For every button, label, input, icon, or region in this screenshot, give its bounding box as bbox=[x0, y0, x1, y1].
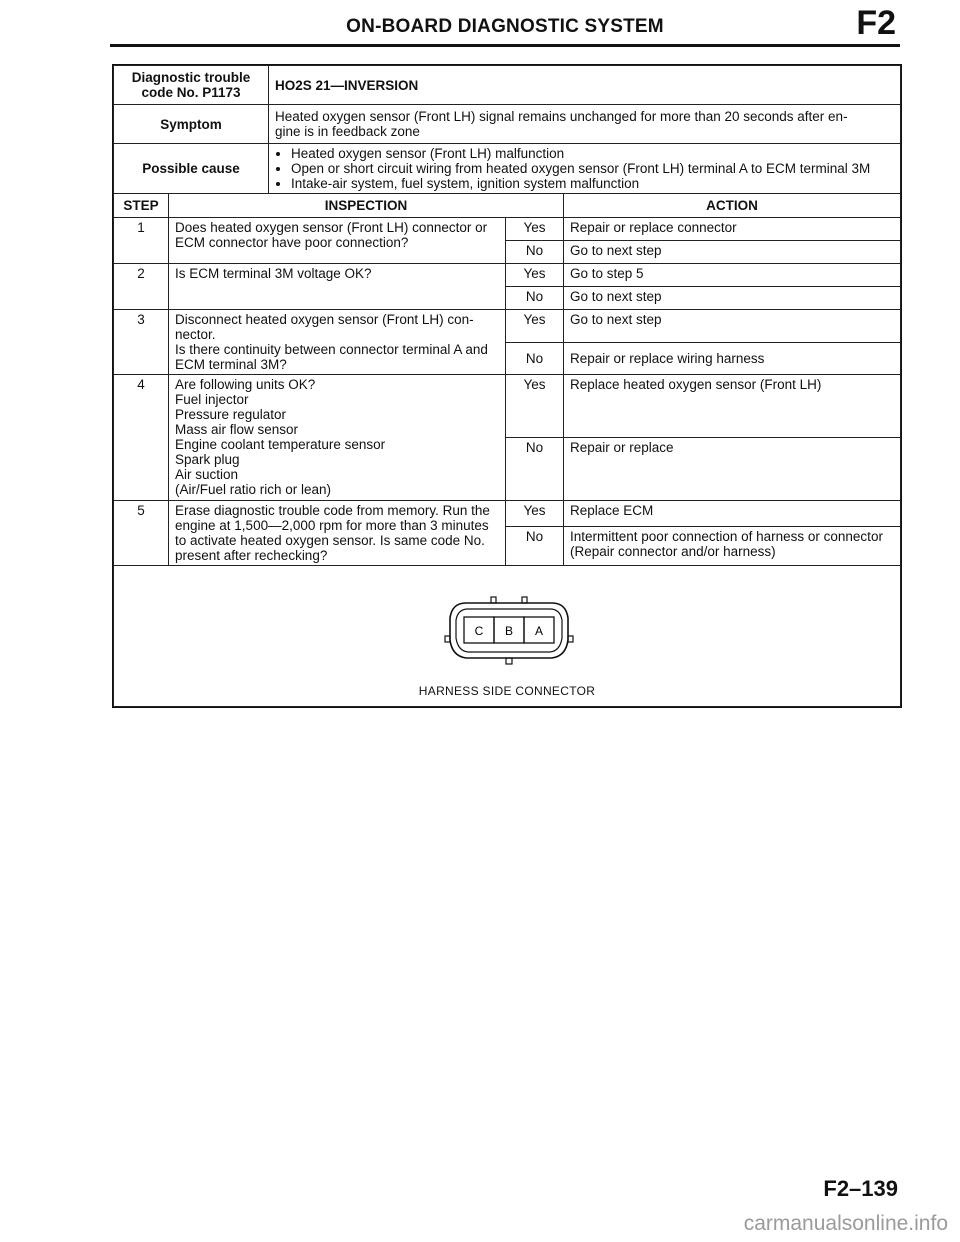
yes-label: Yes bbox=[506, 218, 564, 241]
connector-diagram-cell bbox=[114, 566, 901, 707]
no-label: No bbox=[506, 438, 564, 501]
symptom-label: Symptom bbox=[114, 105, 269, 144]
watermark: carmanualsonline.info bbox=[743, 1212, 948, 1235]
connector-tab bbox=[522, 597, 527, 603]
dtc-value: HO2S 21—INVERSION bbox=[269, 66, 901, 105]
no-action: Go to next step bbox=[564, 241, 901, 264]
page-title: ON-BOARD DIAGNOSTIC SYSTEM bbox=[346, 16, 664, 37]
terminal-label: A bbox=[534, 624, 544, 638]
yes-label: Yes bbox=[506, 375, 564, 438]
step-number: 2 bbox=[114, 264, 169, 310]
step-inspection: Disconnect heated oxygen sensor (Front LH) con- nector. Is there continuity between connector terminal A and ECM terminal 3M? bbox=[169, 310, 506, 375]
step-row bbox=[114, 501, 901, 527]
page-header bbox=[110, 6, 900, 50]
steps-header-row bbox=[114, 194, 901, 218]
yes-label: Yes bbox=[506, 264, 564, 287]
cause-item: • Open or short circuit wiring from heated oxygen sensor (Front LH) terminal A to ECM terminal 3M bbox=[291, 161, 894, 176]
possible-cause-row bbox=[114, 144, 901, 194]
yes-action: Replace ECM bbox=[564, 501, 901, 527]
header-rule bbox=[110, 44, 900, 47]
symptom-row bbox=[114, 105, 901, 144]
no-action: Intermittent poor connection of harness or connector (Repair connector and/or harness) bbox=[564, 527, 901, 566]
no-label: No bbox=[506, 241, 564, 264]
step-inspection: Erase diagnostic trouble code from memory. Run the engine at 1,500—2,000 rpm for more than 3 minutes to activate heated oxygen sensor. Is same code No. present after rechecking? bbox=[169, 501, 506, 566]
section-code: F2 bbox=[856, 4, 896, 42]
dtc-label: Diagnostic trouble code No. P1173 bbox=[114, 66, 269, 105]
page-number: F2–139 bbox=[823, 1176, 898, 1201]
harness-connector-diagram bbox=[444, 596, 574, 676]
step-row bbox=[114, 375, 901, 438]
yes-action: Repair or replace connector bbox=[564, 218, 901, 241]
connector-row bbox=[114, 566, 901, 707]
yes-label: Yes bbox=[506, 501, 564, 527]
dtc-row bbox=[114, 66, 901, 105]
step-row bbox=[114, 310, 901, 343]
no-label: No bbox=[506, 287, 564, 310]
step-number: 4 bbox=[114, 375, 169, 501]
yes-action: Replace heated oxygen sensor (Front LH) bbox=[564, 375, 901, 438]
step-number: 1 bbox=[114, 218, 169, 264]
dtc-info-table bbox=[113, 65, 901, 194]
step-inspection: Are following units OK? Fuel injector Pressure regulator Mass air flow sensor Engine coolant temperature sensor Spark plug Air suction (Air/Fuel ratio rich or lean) bbox=[169, 375, 506, 501]
no-label: No bbox=[506, 527, 564, 566]
no-label: No bbox=[506, 342, 564, 375]
terminal-label: B bbox=[504, 624, 514, 638]
inspection-steps-table bbox=[113, 194, 901, 707]
possible-cause-label: Possible cause bbox=[114, 144, 269, 194]
symptom-value: Heated oxygen sensor (Front LH) signal remains unchanged for more than 20 seconds after en- gine is in feedback zone bbox=[269, 105, 901, 144]
connector-tab bbox=[506, 658, 512, 664]
no-action: Go to next step bbox=[564, 287, 901, 310]
cause-item: • Heated oxygen sensor (Front LH) malfunction bbox=[291, 146, 894, 161]
step-number: 5 bbox=[114, 501, 169, 566]
col-header-step: STEP bbox=[114, 194, 169, 218]
col-header-inspection: INSPECTION bbox=[169, 194, 564, 218]
step-inspection: Is ECM terminal 3M voltage OK? bbox=[169, 264, 506, 310]
step-inspection: Does heated oxygen sensor (Front LH) connector or ECM connector have poor connection? bbox=[169, 218, 506, 264]
no-action: Repair or replace wiring harness bbox=[564, 342, 901, 375]
step-row bbox=[114, 218, 901, 241]
diagnostic-sheet bbox=[112, 64, 902, 708]
cause-item: • Intake-air system, fuel system, ignition system malfunction bbox=[291, 176, 894, 191]
step-row bbox=[114, 264, 901, 287]
col-header-action: ACTION bbox=[564, 194, 901, 218]
connector-tab bbox=[491, 597, 496, 603]
no-action: Repair or replace bbox=[564, 438, 901, 501]
yes-action: Go to next step bbox=[564, 310, 901, 343]
connector-caption: HARNESS SIDE CONNECTOR bbox=[418, 684, 596, 698]
possible-cause-list bbox=[269, 144, 901, 194]
terminal-label: C bbox=[474, 624, 484, 638]
yes-action: Go to step 5 bbox=[564, 264, 901, 287]
yes-label: Yes bbox=[506, 310, 564, 343]
step-number: 3 bbox=[114, 310, 169, 375]
